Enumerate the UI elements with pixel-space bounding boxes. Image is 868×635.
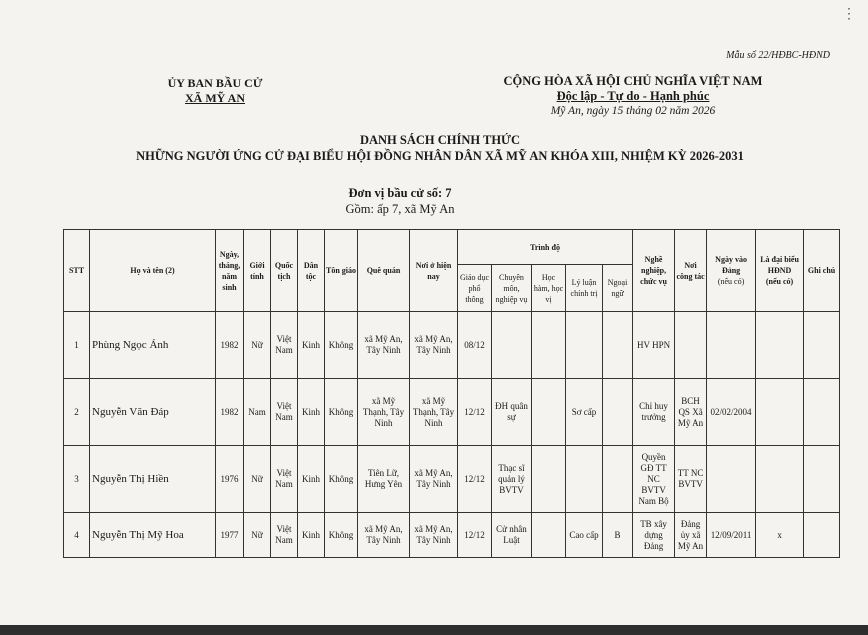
committee-name: ỦY BAN BẦU CỬ <box>167 76 263 90</box>
commune-name: XÃ MỸ AN <box>185 91 245 105</box>
cell-workplace: BCH QS Xã Mỹ An <box>675 379 707 446</box>
cell-religion: Không <box>325 312 358 379</box>
cell-delegate: x <box>756 513 804 558</box>
header-gender: Giới tính <box>244 230 271 312</box>
cell-political <box>566 312 603 379</box>
cell-religion: Không <box>325 446 358 513</box>
more-options-icon[interactable]: ⋮ <box>842 7 858 22</box>
header-residence: Nơi ở hiện nay <box>410 230 458 312</box>
cell-language <box>603 312 633 379</box>
document-date: Mỹ An, ngày 15 tháng 02 năm 2026 <box>550 105 716 117</box>
cell-language <box>603 379 633 446</box>
cell-dob: 1976 <box>216 446 244 513</box>
header-specialty: Chuyên môn, nghiệp vụ <box>492 265 532 312</box>
cell-stt: 2 <box>64 379 90 446</box>
cell-religion: Không <box>325 379 358 446</box>
cell-name: Nguyễn Thị Hiền <box>90 446 216 513</box>
table-row <box>64 513 840 558</box>
cell-stt: 4 <box>64 513 90 558</box>
party-date-note: (nếu có) <box>717 277 745 286</box>
header-notes: Ghi chú <box>804 230 840 312</box>
cell-name: Nguyễn Thị Mỹ Hoa <box>90 513 216 558</box>
cell-workplace <box>675 312 707 379</box>
cell-specialty: Thạc sĩ quản lý BVTV <box>492 446 532 513</box>
cell-specialty <box>492 312 532 379</box>
cell-dob: 1982 <box>216 312 244 379</box>
cell-academic <box>532 312 566 379</box>
cell-academic <box>532 513 566 558</box>
header-stt: STT <box>64 230 90 312</box>
table-row <box>64 446 840 513</box>
cell-religion: Không <box>325 513 358 558</box>
header-occupation: Nghề nghiệp, chức vụ <box>633 230 675 312</box>
table-row <box>64 312 840 379</box>
header-nationality: Quốc tịch <box>271 230 298 312</box>
unit-label: Đơn vị bầu cử số: 7 <box>348 186 452 200</box>
cell-residence: xã Mỹ An, Tây Ninh <box>410 513 458 558</box>
motto: Độc lập - Tự do - Hạnh phúc <box>556 89 710 103</box>
title-line-1: DANH SÁCH CHÍNH THỨC <box>359 133 521 147</box>
party-date-label: Ngày vào Đảng <box>715 255 747 275</box>
cell-notes <box>804 379 840 446</box>
cell-academic <box>532 379 566 446</box>
cell-party-date <box>707 312 756 379</box>
unit-includes: Gồm: ấp 7, xã Mỹ An <box>345 202 455 216</box>
header-party-date <box>707 230 756 312</box>
header-name: Họ và tên (2) <box>90 230 216 312</box>
header-political: Lý luận chính trị <box>566 265 603 312</box>
cell-ethnicity: Kinh <box>298 312 325 379</box>
cell-dob: 1982 <box>216 379 244 446</box>
cell-residence: xã Mỹ Thạnh, Tây Ninh <box>410 379 458 446</box>
header-workplace: Nơi công tác <box>675 230 707 312</box>
cell-workplace: Đảng ủy xã Mỹ An <box>675 513 707 558</box>
cell-specialty: ĐH quân sự <box>492 379 532 446</box>
cell-occupation: TB xây dựng Đảng <box>633 513 675 558</box>
electoral-unit <box>300 185 500 217</box>
cell-occupation: Quyền GĐ TT NC BVTV Nam Bộ <box>633 446 675 513</box>
document-title <box>60 132 820 164</box>
cell-ethnicity: Kinh <box>298 513 325 558</box>
cell-delegate <box>756 446 804 513</box>
cell-political: Cao cấp <box>566 513 603 558</box>
cell-name: Nguyễn Văn Đáp <box>90 379 216 446</box>
table-row <box>64 379 840 446</box>
header-dob: Ngày, tháng, năm sinh <box>216 230 244 312</box>
cell-notes <box>804 312 840 379</box>
cell-occupation: Chỉ huy trưởng <box>633 379 675 446</box>
header-religion: Tôn giáo <box>325 230 358 312</box>
cell-general: 12/12 <box>458 446 492 513</box>
cell-party-date: 12/09/2011 <box>707 513 756 558</box>
delegate-note: (nếu có) <box>765 277 794 286</box>
title-line-2: NHỮNG NGƯỜI ỨNG CỬ ĐẠI BIỂU HỘI ĐỒNG NHÂN DÂN XÃ MỸ AN KHÓA XIII, NHIỆM KỲ 2026-2031 <box>136 149 744 163</box>
cell-hometown: xã Mỹ An, Tây Ninh <box>358 513 410 558</box>
committee-header <box>150 76 280 106</box>
cell-ethnicity: Kinh <box>298 379 325 446</box>
cell-language: B <box>603 513 633 558</box>
header-delegate <box>756 230 804 312</box>
cell-notes <box>804 513 840 558</box>
cell-residence: xã Mỹ An, Tây Ninh <box>410 312 458 379</box>
cell-name: Phùng Ngọc Ánh <box>90 312 216 379</box>
cell-stt: 3 <box>64 446 90 513</box>
cell-specialty: Cử nhân Luật <box>492 513 532 558</box>
delegate-label: Là đại biểu HĐND <box>760 255 799 275</box>
cell-nationality: Việt Nam <box>271 446 298 513</box>
cell-nationality: Việt Nam <box>271 312 298 379</box>
cell-occupation: HV HPN <box>633 312 675 379</box>
cell-workplace: TT NC BVTV <box>675 446 707 513</box>
cell-general: 12/12 <box>458 379 492 446</box>
cell-political: Sơ cấp <box>566 379 603 446</box>
cell-stt: 1 <box>64 312 90 379</box>
cell-hometown: xã Mỹ Thạnh, Tây Ninh <box>358 379 410 446</box>
cell-delegate <box>756 379 804 446</box>
header-ethnicity: Dân tộc <box>298 230 325 312</box>
cell-party-date <box>707 446 756 513</box>
header-education: Trình độ <box>458 230 633 265</box>
republic-header <box>478 74 788 119</box>
cell-language <box>603 446 633 513</box>
cell-nationality: Việt Nam <box>271 379 298 446</box>
cell-ethnicity: Kinh <box>298 446 325 513</box>
cell-hometown: Tiên Lữ, Hưng Yên <box>358 446 410 513</box>
header-language: Ngoại ngữ <box>603 265 633 312</box>
cell-general: 12/12 <box>458 513 492 558</box>
header-general-education: Giáo dục phổ thông <box>458 265 492 312</box>
bottom-bar <box>0 625 868 635</box>
cell-gender: Nữ <box>244 513 271 558</box>
candidate-table <box>63 229 840 558</box>
cell-gender: Nữ <box>244 312 271 379</box>
cell-nationality: Việt Nam <box>271 513 298 558</box>
cell-gender: Nam <box>244 379 271 446</box>
form-code: Mẫu số 22/HĐBC-HĐND <box>726 50 830 61</box>
cell-dob: 1977 <box>216 513 244 558</box>
cell-party-date: 02/02/2004 <box>707 379 756 446</box>
header-academic: Học hàm, học vị <box>532 265 566 312</box>
cell-hometown: xã Mỹ An, Tây Ninh <box>358 312 410 379</box>
cell-notes <box>804 446 840 513</box>
header-hometown: Quê quán <box>358 230 410 312</box>
cell-academic <box>532 446 566 513</box>
cell-delegate <box>756 312 804 379</box>
cell-general: 08/12 <box>458 312 492 379</box>
cell-political <box>566 446 603 513</box>
cell-gender: Nữ <box>244 446 271 513</box>
cell-residence: xã Mỹ An, Tây Ninh <box>410 446 458 513</box>
republic-name: CỘNG HÒA XÃ HỘI CHỦ NGHĨA VIỆT NAM <box>503 74 763 88</box>
